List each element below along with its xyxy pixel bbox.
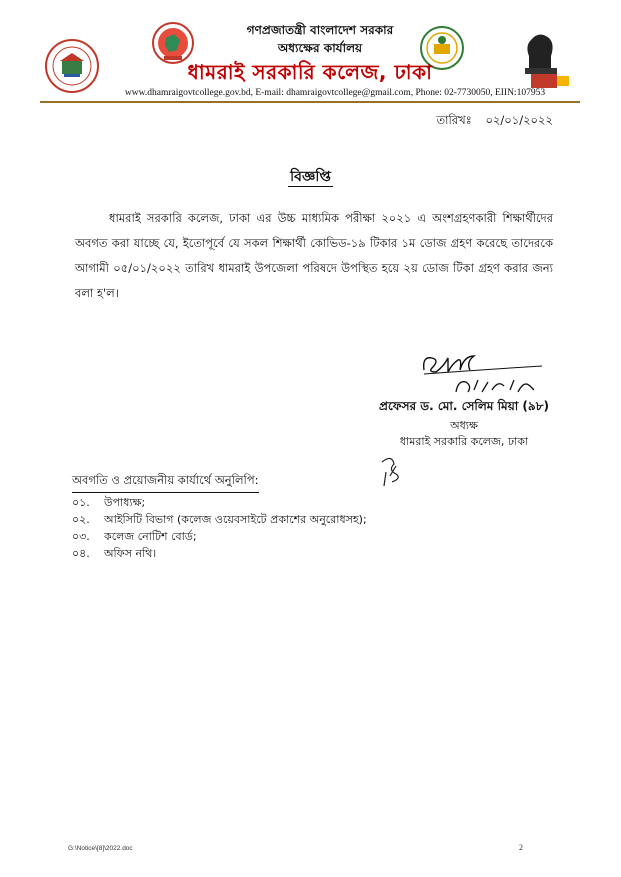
cc-item-number: ০৩. bbox=[72, 530, 90, 543]
cc-item bbox=[72, 494, 367, 511]
cc-item bbox=[72, 545, 367, 562]
college-logo bbox=[44, 38, 100, 94]
footer-page-number: 2 bbox=[519, 843, 523, 852]
signatory-college: ধামরাই সরকারি কলেজ, ঢাকা bbox=[399, 435, 529, 448]
cc-item-text: আইসিটি বিভাগ (কলেজ ওয়েবসাইটে প্রকাশের অনুরোধসহ); bbox=[104, 513, 367, 526]
cc-item-number: ০১. bbox=[72, 496, 90, 509]
notice-heading bbox=[0, 165, 621, 189]
handwritten-signature bbox=[418, 352, 548, 398]
notice-body: ধামরাই সরকারি কলেজ, ঢাকা এর উচ্চ মাধ্যমিক পরীক্ষা ২০২১ এ অংশগ্রহণকারী শিক্ষার্থীদের অবগত করা যাচ্ছে যে, ইতোপূর্বে যে সকল শিক্ষার্থী কোভিড-১৯ টিকার ১ম ডোজ গ্রহণ করেছে তাদেরকে আগামী ০৫/০১/২০২২ তারিখ ধামরাই উপজেলা পরিষদে উপস্থিত হয়ে ২য় ডোজ টিকা গ্রহণ করার জন্য বলা হ'ল। bbox=[75, 211, 553, 300]
cc-item-number: ০৪. bbox=[72, 547, 90, 560]
notice-date bbox=[437, 112, 553, 131]
cc-item bbox=[72, 528, 367, 545]
cc-list bbox=[72, 494, 367, 562]
mujib-borsho-logo bbox=[515, 30, 571, 92]
header-divider bbox=[40, 101, 580, 103]
cc-item bbox=[72, 511, 367, 528]
cc-item-text: উপাধ্যক্ষ; bbox=[104, 496, 146, 509]
header-contact-info: www.dhamraigovtcollege.gov.bd, E-mail: dhamraigovtcollege@gmail.com, Phone: 02-7730050, EIIN:107953 bbox=[124, 88, 546, 98]
footer-file-path: G:\Notice\[8]\2022.doc bbox=[68, 845, 133, 852]
cc-title: অবগতি ও প্রয়োজনীয় কার্যার্থে অনুলিপি: bbox=[72, 472, 259, 493]
signatory-designation: অধ্যক্ষ bbox=[450, 419, 478, 432]
header-office-line: অধ্যক্ষের কার্যালয় bbox=[277, 41, 363, 55]
cc-item-number: ০২. bbox=[72, 513, 90, 526]
date-value: ০২/০১/২০২২ bbox=[485, 113, 553, 127]
signatory-name: প্রফেসর ড. মো. সেলিম মিয়া (৯৮) bbox=[379, 399, 549, 413]
cc-item-text: অফিস নথি। bbox=[104, 547, 157, 560]
initial-signature bbox=[374, 452, 404, 492]
notice-title-text: বিজ্ঞপ্তি bbox=[290, 169, 331, 185]
college-title: ধামরাই সরকারি কলেজ, ঢাকা bbox=[187, 60, 433, 84]
header-government-line: গণপ্রজাতন্ত্রী বাংলাদেশ সরকার bbox=[246, 23, 394, 37]
cc-item-text: কলেজ নোটিশ বোর্ড; bbox=[104, 530, 197, 543]
date-label: তারিখঃ bbox=[436, 113, 472, 127]
